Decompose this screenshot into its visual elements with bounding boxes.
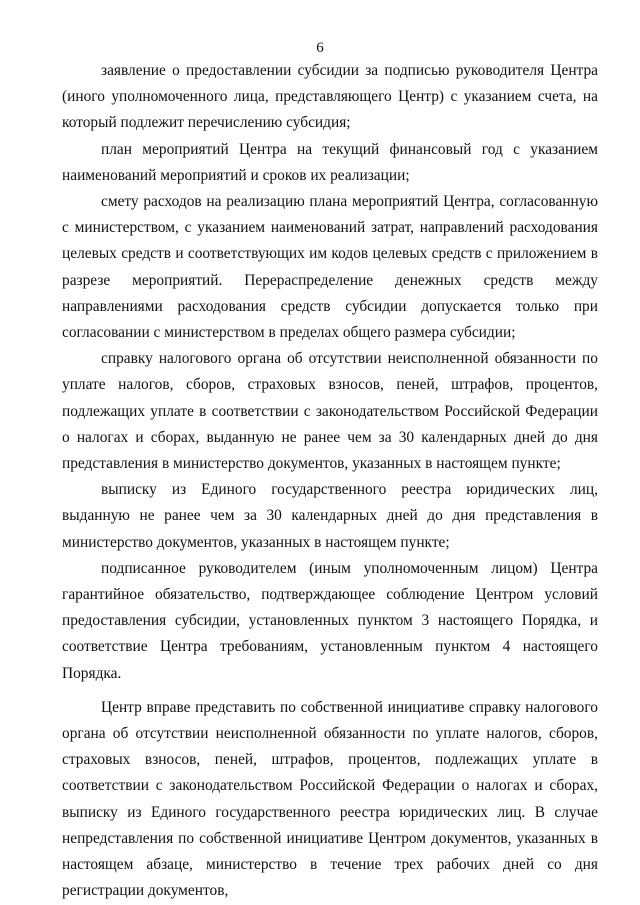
paragraph-own-initiative: Центр вправе представить по собственной инициативе справку налогового органа об отсутствии неисполненной обязанности по уплате налогов, сборов, страховых взносов, пеней, штрафов, процентов, подлежащих уплате в соответствии с законодательством Российской Федерации о налогах и сборах, выписку из Единого государственного реестра юридических лиц. В случае непредставления по собственной инициативе Центром документов, указанных в настоящем абзаце, министерство в течение трех рабочих дней со дня регистрации документов, (62, 698, 598, 900)
document-body (62, 58, 598, 905)
paragraph-tax-certificate: справку налогового органа об отсутствии неисполненной обязанности по уплате налогов, сборов, страховых взносов, пеней, штрафов, процентов, подлежащих уплате в соответствии с законодательством Российской Федерации о налогах и сборах, выданную не ранее чем за 30 календарных дней до дня представления в министерство документов, указанных в настоящем пункте; (62, 350, 598, 473)
page-number: 6 (316, 40, 324, 56)
paragraph-guarantee-obligation: подписанное руководителем (иным уполномоченным лицом) Центра гарантийное обязательство, подтверждающее соблюдение Центром условий предоставления субсидии, установленных пунктом 3 настоящего Порядка, и соответствие Центра требованиям, установленным пунктом 4 настоящего Порядка. (62, 559, 598, 682)
paragraph-event-plan: план мероприятий Центра на текущий финансовый год с указанием наименований мероприятий и сроков их реализации; (62, 140, 598, 184)
paragraph-registry-extract: выписку из Единого государственного реестра юридических лиц, выданную не ранее чем за 30 календарных дней до дня представления в министерство документов, указанных в настоящем пункте; (62, 481, 598, 551)
paragraph-application: заявление о предоставлении субсидии за подписью руководителя Центра (иного уполномоченного лица, представляющего Центр) с указанием счета, на который подлежит перечислению субсидия; (62, 62, 598, 132)
paragraph-cost-estimate: смету расходов на реализацию плана мероприятий Центра, согласованную с министерством, с указанием наименований затрат, направлений расходования целевых средств и соответствующих им кодов целевых средств с приложением в разрезе мероприятий. Перераспределение денежных средств между направлениями расходования средств субсидии допускается только при согласовании с министерством в пределах общего размера субсидии; (62, 193, 598, 342)
